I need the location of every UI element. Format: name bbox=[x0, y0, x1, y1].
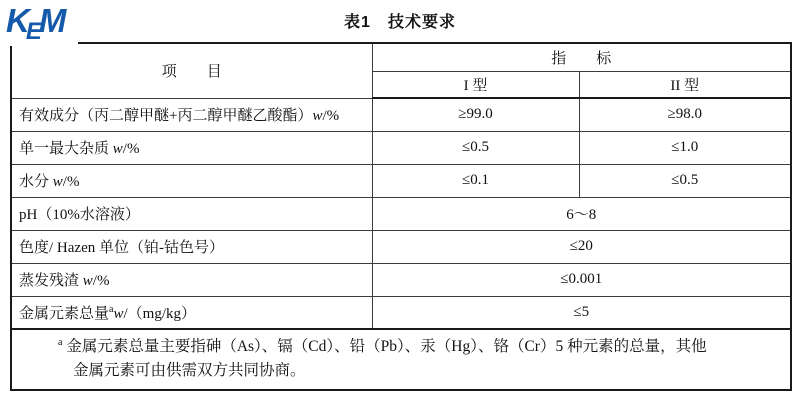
row-label: pH（10%水溶液） bbox=[11, 197, 372, 230]
kem-logo-text bbox=[6, 2, 67, 45]
value-cell-merged: 6～8 bbox=[372, 197, 791, 230]
table-row bbox=[11, 296, 791, 329]
row-label: 单一最大杂质 w/% bbox=[11, 131, 372, 164]
footnote-marker: a bbox=[58, 336, 63, 348]
table-row bbox=[11, 98, 791, 131]
footnote bbox=[11, 329, 791, 390]
logo-letter-k: K bbox=[6, 2, 30, 39]
header-row-1 bbox=[11, 43, 791, 71]
value-cell-merged: ≤20 bbox=[372, 230, 791, 263]
value-cell: ≤0.1 bbox=[372, 164, 579, 197]
footnote-line-2: 金属元素可由供需双方共同协商。 bbox=[73, 362, 306, 379]
header-item: 项 目 bbox=[11, 43, 372, 98]
footnote-ref: a bbox=[109, 303, 114, 315]
row-label: 金属元素总量$^a$w/（mg/kg） bbox=[11, 296, 372, 329]
value-cell-merged: ≤5 bbox=[372, 296, 791, 329]
table-row bbox=[11, 164, 791, 197]
row-label: 色度/ Hazen 单位（铂-钴色号） bbox=[11, 230, 372, 263]
table-row bbox=[11, 197, 791, 230]
table-row bbox=[11, 131, 791, 164]
row-label: 蒸发残渣 w/% bbox=[11, 263, 372, 296]
footnote-line-1: $^a$ 金属元素总量主要指砷（As）、镉（Cd）、铅（Pb）、汞（Hg）、铬（Cr）5 种元素的总量，其他 bbox=[58, 336, 707, 355]
row-label: 水分 w/% bbox=[11, 164, 372, 197]
value-cell: ≤1.0 bbox=[579, 131, 791, 164]
table-row bbox=[11, 230, 791, 263]
value-cell: ≤0.5 bbox=[579, 164, 791, 197]
value-cell: ≤0.5 bbox=[372, 131, 579, 164]
value-cell-merged: ≤0.001 bbox=[372, 263, 791, 296]
value-cell: ≥99.0 bbox=[372, 98, 579, 131]
table-row bbox=[11, 263, 791, 296]
value-cell: ≥98.0 bbox=[579, 98, 791, 131]
logo-letter-e: E bbox=[25, 18, 42, 45]
row-label: 有效成分（丙二醇甲醚+丙二醇甲醚乙酸酯）w/% bbox=[11, 98, 372, 131]
kem-logo bbox=[0, 0, 78, 46]
table-title: 表1 技术要求 bbox=[344, 14, 456, 31]
header-indicator: 指 标 bbox=[372, 43, 791, 71]
spec-table bbox=[10, 42, 792, 391]
header-type1: I 型 bbox=[372, 71, 579, 98]
logo-letter-m: M bbox=[38, 2, 67, 39]
footnote-row bbox=[11, 329, 791, 390]
header-type2: II 型 bbox=[579, 71, 791, 98]
